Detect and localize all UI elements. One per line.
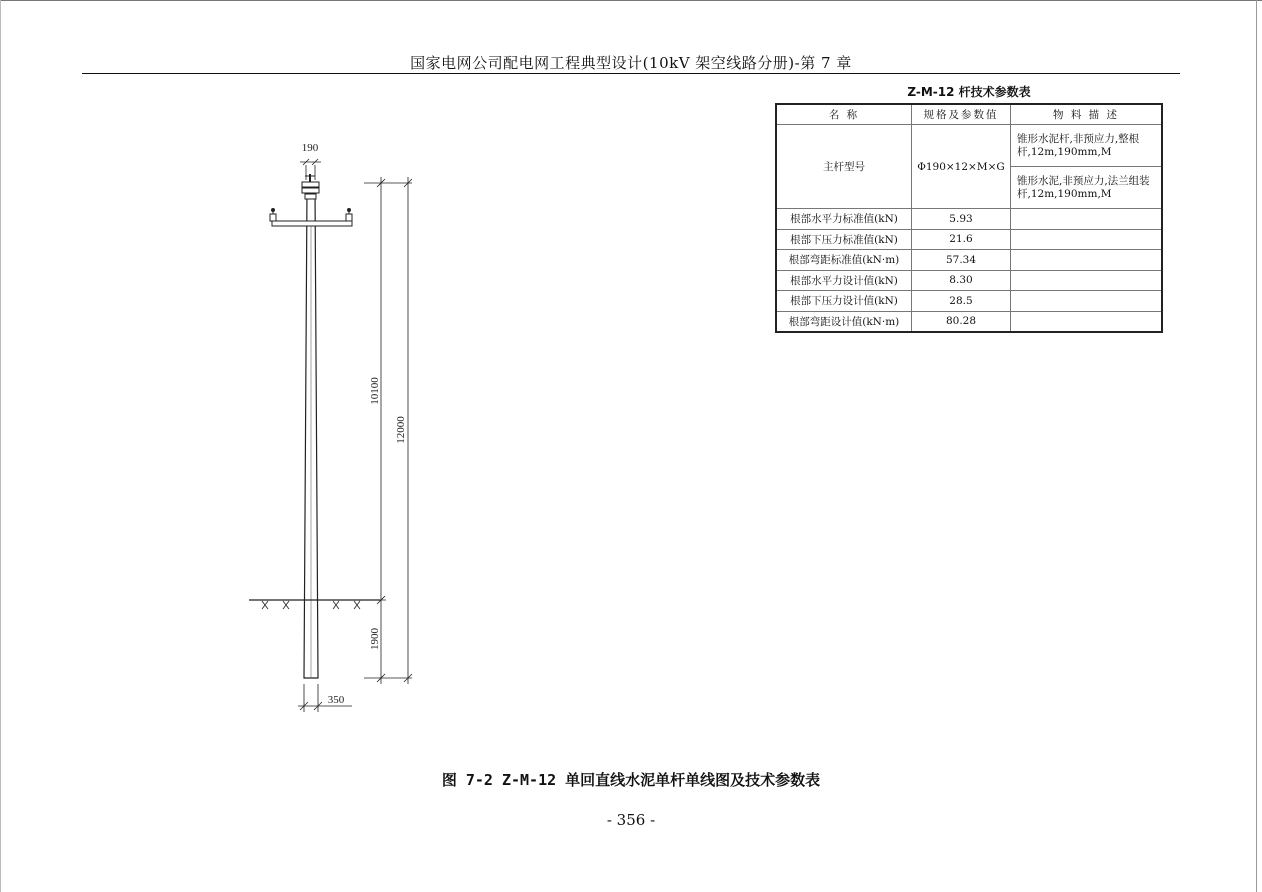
row-value: 8.30 (912, 270, 1011, 291)
pole-type-label: 主杆型号 (776, 125, 912, 209)
table-header-row (776, 104, 1162, 125)
row-desc (1011, 291, 1163, 312)
dim-label-above-ground: 10100 (369, 377, 381, 405)
document-header-title: 国家电网公司配电网工程典型设计(10kV 架空线路分册)-第 7 章 (410, 54, 852, 72)
table-row (776, 270, 1162, 291)
dim-label-total-length: 12000 (395, 416, 407, 444)
row-value: 21.6 (912, 229, 1011, 250)
row-name: 根部下压力设计值(kN) (776, 291, 912, 312)
row-value: 57.34 (912, 250, 1011, 271)
table-row (776, 229, 1162, 250)
row-name: 根部水平力标准值(kN) (776, 209, 912, 230)
insulator-right (346, 209, 352, 222)
table-row-pole-type (776, 125, 1162, 167)
row-name: 根部水平力设计值(kN) (776, 270, 912, 291)
row-value: 80.28 (912, 311, 1011, 332)
dim-label-base-width: 350 (327, 694, 345, 706)
header-name: 名 称 (776, 104, 912, 125)
table-row (776, 209, 1162, 230)
row-desc (1011, 209, 1163, 230)
row-desc (1011, 229, 1163, 250)
pole-type-desc-1: 锥形水泥杆,非预应力,整根杆,12m,190mm,M (1011, 125, 1163, 167)
row-value: 5.93 (912, 209, 1011, 230)
row-name: 根部弯距标准值(kN·m) (776, 250, 912, 271)
cross-arm (272, 221, 352, 226)
table-row (776, 250, 1162, 271)
pole-type-value: Φ190×12×M×G (912, 125, 1011, 209)
dim-label-burial-depth: 1900 (369, 628, 381, 650)
parameter-table (775, 103, 1163, 333)
table-row (776, 291, 1162, 312)
insulator-left (270, 209, 276, 222)
page-number: - 356 - (606, 811, 656, 829)
header-spec: 规格及参数值 (912, 104, 1011, 125)
row-desc (1011, 250, 1163, 271)
row-desc (1011, 270, 1163, 291)
top-insulator (302, 174, 319, 199)
row-value: 28.5 (912, 291, 1011, 312)
dim-label-top-width: 190 (301, 142, 319, 154)
table-title: Z-M-12 杆技术参数表 (907, 85, 1031, 99)
header-material: 物 料 描 述 (1011, 104, 1163, 125)
table-row (776, 311, 1162, 332)
row-name: 根部弯距设计值(kN·m) (776, 311, 912, 332)
row-name: 根部下压力标准值(kN) (776, 229, 912, 250)
pole-type-desc-2: 锥形水泥,非预应力,法兰组装杆,12m,190mm,M (1011, 167, 1163, 209)
figure-caption: 图 7-2 Z-M-12 单回直线水泥单杆单线图及技术参数表 (441, 771, 821, 789)
row-desc (1011, 311, 1163, 332)
